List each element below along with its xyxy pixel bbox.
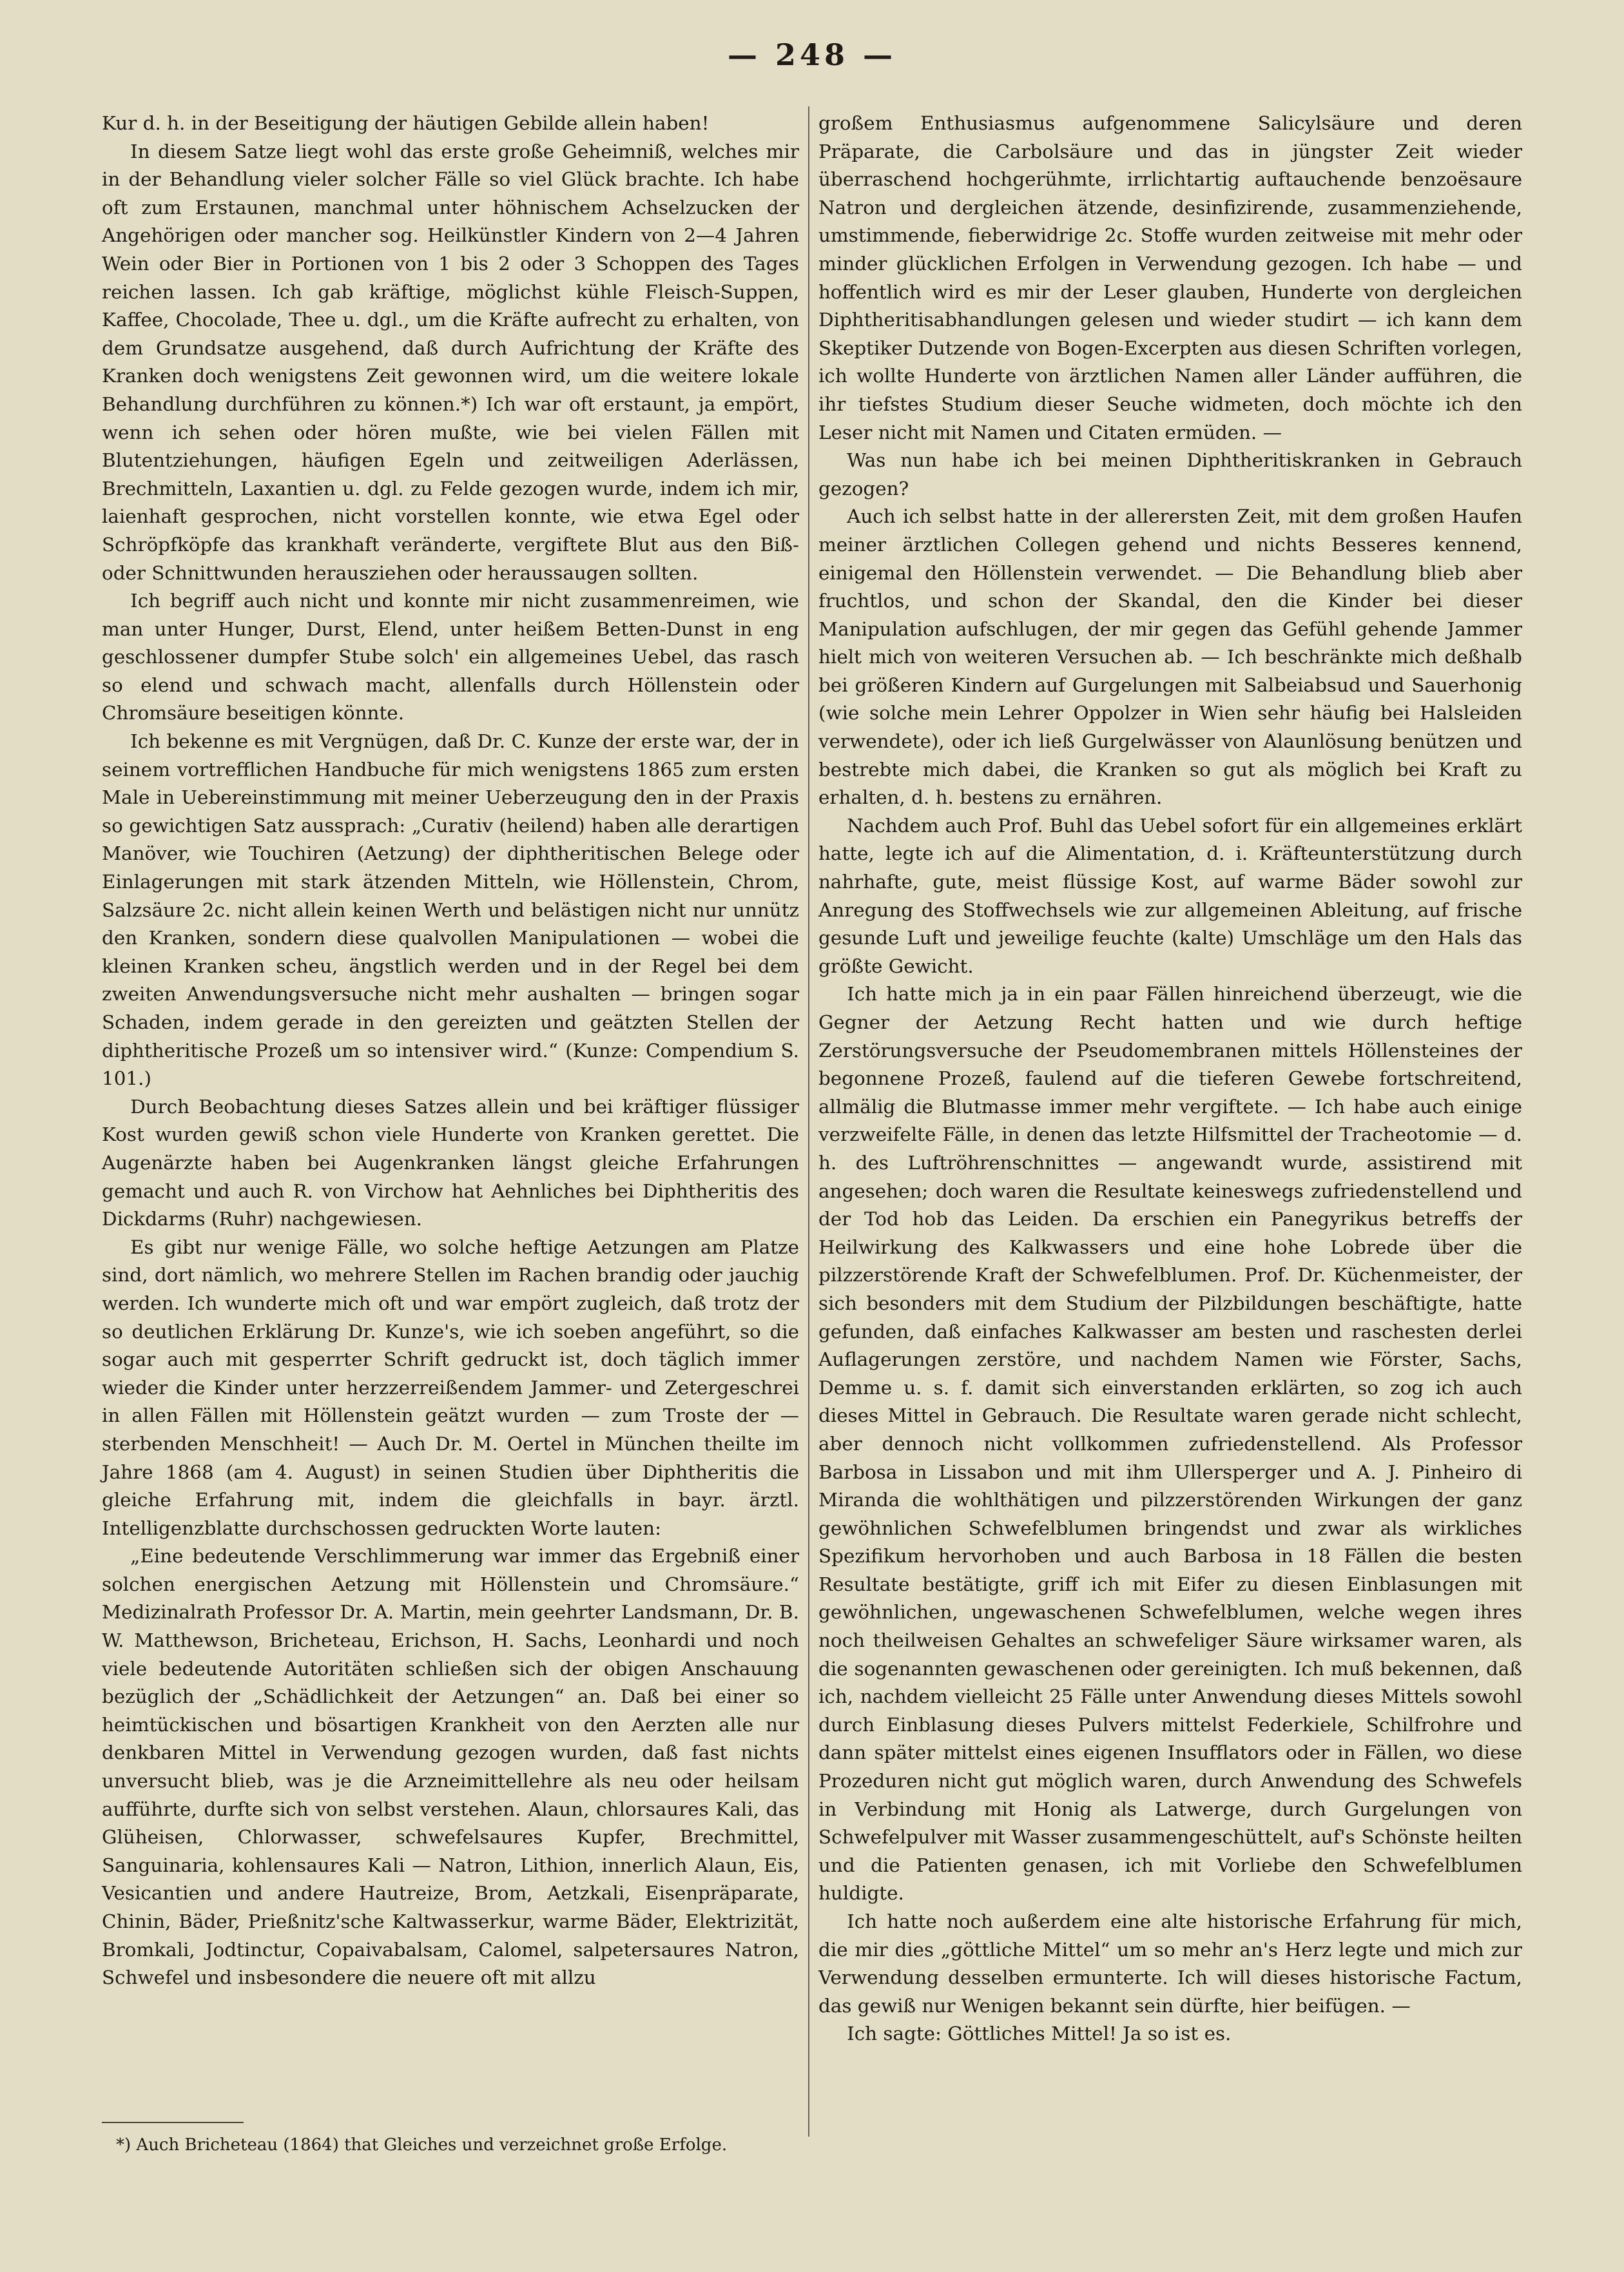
right-column — [818, 110, 1522, 2048]
paragraph: Durch Beobachtung dieses Satzes allein und bei kräftiger flüssiger Kost wurden gewiß schon viele Hunderte von Kranken gerettet. Die Augenärzte haben bei Augenkranken längst gleiche Erfahrungen gemacht und auch R. von Virchow hat Aehnliches bei Diphtheritis des Dickdarms (Ruhr) nachgewiesen. — [102, 1095, 799, 1230]
footnote-rule — [102, 2122, 244, 2123]
page-number: — 248 — — [727, 37, 897, 72]
paragraph: Es gibt nur wenige Fälle, wo solche heftige Aetzungen am Platze sind, dort nämlich, wo mehrere Stellen im Rachen brandig oder jauchig werden. Ich wunderte mich oft und war empört zugleich, daß trotz der so deutlichen Erklärung Dr. Kunze's, wie ich soeben angeführt, so die sogar auch mit gesperrter Schrift gedruckt ist, doch täglich immer wieder die Kinder unter herzzerreißendem Jammer- und Zetergeschrei in allen Fällen mit Höllenstein geätzt wurden — zum Troste der — sterbenden Menschheit! — Auch Dr. M. Oertel in München theilte im Jahre 1868 (am 4. August) in seinen Studien über Diphtheritis die gleiche Erfahrung mit, indem die gleichfalls in bayr. ärztl. Intelligenzblatte durchschossen gedruckten Worte lauten: — [102, 1236, 799, 1539]
paragraph: Ich hatte noch außerdem eine alte historische Erfahrung für mich, die mir dies „göttliche Mittel“ um so mehr an's Herz legte und mich zur Verwendung desselben ermunterte. Ich will dieses historische Factum, das gewiß nur Wenigen bekannt sein dürfte, hier beifügen. — — [818, 1910, 1522, 2017]
paragraph: Ich hatte mich ja in ein paar Fällen hinreichend überzeugt, wie die Gegner der Aetzung Recht hatten und wie durch heftige Zerstörungsversuche der Pseudomembranen mittels Höllensteines der begonnene Prozeß, faulend auf die tieferen Gewebe fortschreitend, allmälig die Blutmasse immer mehr vergiftete. — Ich habe auch einige verzweifelte Fälle, in denen das letzte Hilfsmittel der Tracheotomie — d. h. des Luftröhrenschnittes — angewandt wurde, assistirend mit angesehen; doch waren die Resultate keineswegs zufriedenstellend und der Tod hob das Leiden. Da erschien ein Panegyrikus betreffs der Heilwirkung des Kalkwassers und eine hohe Lobrede über die pilzzerstörende Kraft der Schwefelblumen. Prof. Dr. Küchenmeister, der sich besonders mit dem Studium der Pilzbildungen beschäftigte, hatte gefunden, daß einfaches Kalkwasser am besten und raschesten derlei Auflagerungen zerstöre, und nachdem Namen wie Förster, Sachs, Demme u. s. f. damit sich einverstanden erklärten, so zog ich auch dieses Mittel in Gebrauch. Die Resultate waren gerade nicht schlecht, aber dennoch nicht vollkommen zufriedenstellend. Als Professor Barbosa in Lissabon und mit ihm Ullersperger und A. J. Pinheiro di Miranda die wohlthätigen und pilzzerstörenden Wirkungen der ganz gewöhnlichen Schwefelblumen bringendst und zwar als wirkliches Spezifikum hervorhoben und auch Barbosa in 18 Fällen die besten Resultate bestätigte, griff ich mit Eifer zu diesen Einblasungen mit gewöhnlichen, ungewaschenen Schwefelblumen, welche wegen ihres noch theilweisen Gehaltes an schwefeliger Säure wirksamer waren, als die sogenannten gewaschenen oder gereinigten. Ich muß bekennen, daß ich, nachdem vielleicht 25 Fälle unter Anwendung dieses Mittels sowohl durch Einblasung dieses Pulvers mittelst Federkiele, Schilfrohre und dann später mittelst eines eigenen Insufflators oder in Fällen, wo diese Prozeduren nicht gut möglich waren, durch Anwendung des Schwefels in Verbindung mit Honig als Latwerge, durch Gurgelungen von Schwefelpulver mit Wasser zusammengeschüttelt, auf's Schönste heilten und die Patienten genasen, ich mit Vorliebe den Schwefelblumen huldigte. — [818, 983, 1522, 1905]
paragraph: Ich sagte: Göttliches Mittel! Ja so ist es. — [847, 2023, 1232, 2045]
paragraph: Nachdem auch Prof. Buhl das Uebel sofort für ein allgemeines erklärt hatte, legte ich auf die Alimentation, d. i. Kräfteunterstützung durch nahrhafte, gute, meist flüssige Kost, auf warme Bäder sowohl zur Anregung des Stoffwechsels wie zur allgemeinen Ableitung, auf frische gesunde Luft und jeweilige feuchte (kalte) Umschläge um den Hals das größte Gewicht. — [818, 814, 1522, 977]
paragraph: Auch ich selbst hatte in der allerersten Zeit, mit dem großen Haufen meiner ärztlichen Collegen gehend und nichts Besseres kennend, einigemal den Höllenstein verwendet. — Die Behandlung blieb aber fruchtlos, und schon der Skandal, den die Kinder bei dieser Manipulation aufschlugen, der mir gegen das Gefühl gehende Jammer hielt mich von weiteren Versuchen ab. — Ich beschränkte mich deßhalb bei größeren Kindern auf Gurgelungen mit Salbeiabsud und Sauerhonig (wie solche mein Lehrer Oppolzer in Wien sehr häufig bei Halsleiden verwendete), oder ich ließ Gurgelwässer von Alaunlösung benützen und bestrebte mich dabei, die Kranken so gut als möglich bei Kraft zu erhalten, d. h. bestens zu ernähren. — [818, 505, 1522, 809]
paragraph: In diesem Satze liegt wohl das erste große Geheimniß, welches mir in der Behandlung vieler solcher Fälle so viel Glück brachte. Ich habe oft zum Erstaunen, manchmal unter höhnischem Achselzucken der Angehörigen oder mancher sog. Heilkünstler Kindern von 2—4 Jahren Wein oder Bier in Portionen von 1 bis 2 oder 3 Schoppen des Tages reichen lassen. Ich gab kräftige, möglichst kühle Fleisch-Suppen, Kaffee, Chocolade, Thee u. dgl., um die Kräfte aufrecht zu erhalten, von dem Grundsatze ausgehend, daß durch Aufrichtung der Kräfte des Kranken doch wenigstens Zeit gewonnen wird, um die weitere lokale Behandlung durchführen zu können.*) Ich war oft erstaunt, ja empört, wenn ich sehen oder hören mußte, wie bei vielen Fällen mit Blutentziehungen, häufigen Egeln und zeitweiligen Aderlässen, Brechmitteln, Laxantien u. dgl. zu Felde gezogen wurde, indem ich mir, laienhaft gesprochen, nicht vorstellen konnte, wie etwa Egel oder Schröpfköpfe das krankhaft veränderte, vergiftete Blut aus den Biß- oder Schnittwunden herausziehen oder heraussaugen sollten. — [102, 140, 799, 584]
paragraph: Kur d. h. in der Beseitigung der häutigen Gebilde allein haben! — [102, 112, 710, 134]
column-divider — [808, 106, 809, 2137]
paragraph: Ich bekenne es mit Vergnügen, daß Dr. C. Kunze der erste war, der in seinem vortrefflichen Handbuche für mich wenigstens 1865 zum ersten Male in Uebereinstimmung mit meiner Ueberzeugung den in der Praxis so gewichtigen Satz aussprach: „Curativ (heilend) haben alle derartigen Manöver, wie Touchiren (Aetzung) der diphtheritischen Belege oder Einlagerungen mit stark ätzenden Mitteln, wie Höllenstein, Chrom, Salzsäure 2c. nicht allein keinen Werth und belästigen nicht nur unnütz den Kranken, sondern diese qualvollen Manipulationen — wobei die kleinen Kranken scheu, ängstlich werden und in der Regel bei dem zweiten Anwendungsversuche nicht mehr aushalten — bringen sogar Schaden, indem gerade in den gereizten und geätzten Stellen der diphtheritische Prozeß um so intensiver wird.“ (Kunze: Compendium S. 101.) — [102, 730, 799, 1090]
paragraph: Ich begriff auch nicht und konnte mir nicht zusammenreimen, wie man unter Hunger, Durst, Elend, unter heißem Betten-Dunst in eng geschlossener dumpfer Stube solch' ein allgemeines Uebel, das rasch so elend und schwach macht, allenfalls durch Höllenstein oder Chromsäure beseitigen könnte. — [102, 590, 799, 724]
paragraph: Was nun habe ich bei meinen Diphtheritiskranken in Gebrauch gezogen? — [818, 449, 1522, 500]
paragraph: „Eine bedeutende Verschlimmerung war immer das Ergebniß einer solchen energischen Aetzung mit Höllenstein und Chromsäure.“ Medizinalrath Professor Dr. A. Martin, mein geehrter Landsmann, Dr. B. W. Matthewson, Bricheteau, Erichson, H. Sachs, Leonhardi und noch viele bedeutende Autoritäten schließen sich der obigen Anschauung bezüglich der „Schädlichkeit der Aetzungen“ an. Daß bei einer so heimtückischen und bösartigen Krankheit von den Aerzten alle nur denkbaren Mittel in Verwendung gezogen wurden, daß fast nichts unversucht blieb, was je die Arzneimittellehre als neu oder heilsam aufführte, durfte sich von selbst verstehen. Alaun, chlorsaures Kali, das Glüheisen, Chlorwasser, schwefelsaures Kupfer, Brechmittel, Sanguinaria, kohlensaures Kali — Natron, Lithion, innerlich Alaun, Eis, Vesicantien und andere Hautreize, Brom, Aetzkali, Eisenpräparate, Chinin, Bäder, Prießnitz'sche Kaltwasserkur, warme Bäder, Elektrizität, Bromkali, Jodtinctur, Copaivabalsam, Calomel, salpetersaures Natron, Schwefel und insbesondere die neuere oft mit allzu — [102, 1545, 799, 1989]
footnote: *) Auch Bricheteau (1864) that Gleiches und verzeichnet große Erfolge. — [116, 2135, 728, 2155]
left-column — [102, 110, 799, 1992]
paragraph: großem Enthusiasmus aufgenommene Salicylsäure und deren Präparate, die Carbolsäure und das in jüngster Zeit wieder überraschend hochgerühmte, irrlichtartig auftauchende benzoësaure Natron und dergleichen ätzende, desinfizirende, zusammenziehende, umstimmende, fieberwidrige 2c. Stoffe wurden zeitweise mit mehr oder minder glücklichen Erfolgen in Verwendung gezogen. Ich habe — und hoffentlich wird es mir der Leser glauben, Hunderte von dergleichen Diphtheritisabhandlungen gelesen und wieder studirt — ich kann dem Skeptiker Dutzende von Bogen-Excerpten aus diesen Schriften vorlegen, ich wollte Hunderte von ärztlichen Namen aller Länder aufführen, die ihr tiefstes Studium dieser Seuche widmeten, doch möchte ich den Leser nicht mit Namen und Citaten ermüden. — — [818, 112, 1522, 443]
